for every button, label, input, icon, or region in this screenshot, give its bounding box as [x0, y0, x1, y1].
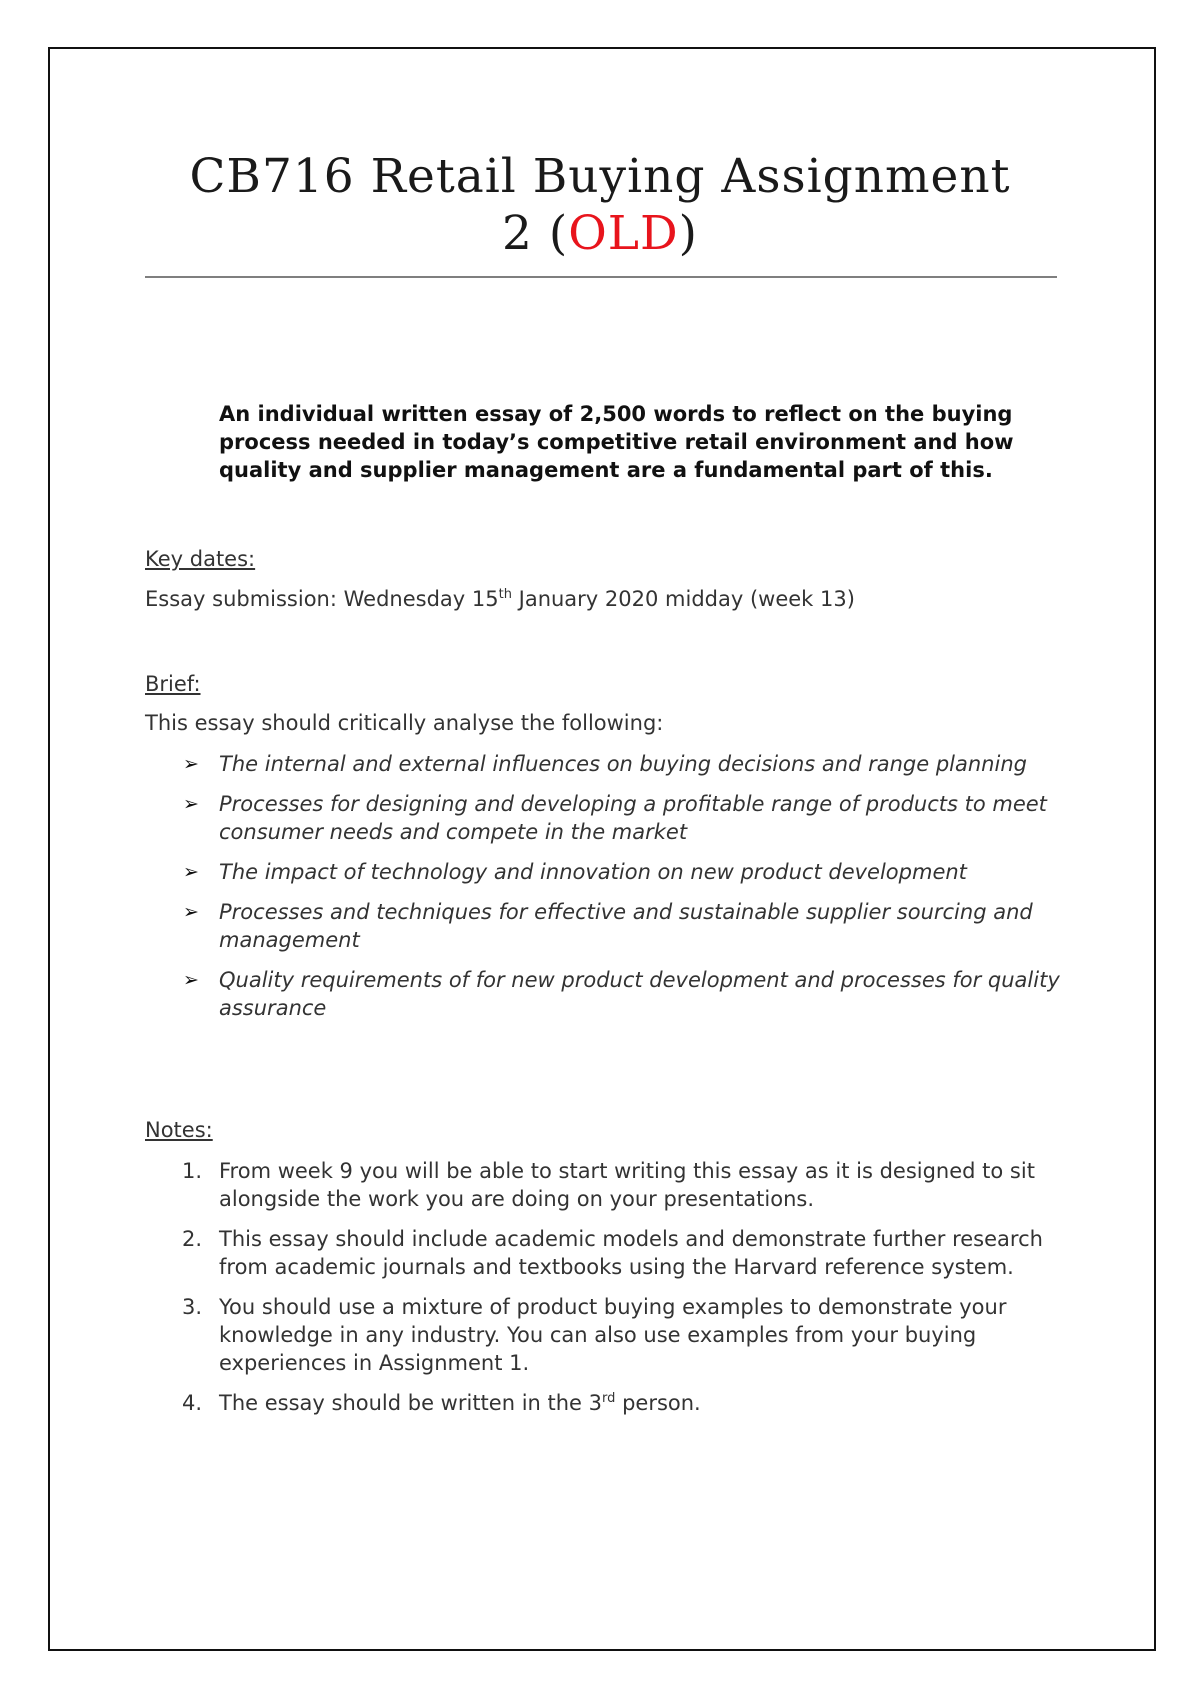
note-text: This essay should include academic models and demonstrate further research from academic journals and textbooks using the Harvard reference system.: [219, 1227, 1043, 1279]
bullet-item: [180, 790, 1060, 846]
note-item: [180, 1157, 1060, 1213]
note-number: 4.: [182, 1391, 203, 1415]
note-text: You should use a mixture of product buying examples to demonstrate your knowledge in any industry. You can also use examples from your buying experiences in Assignment 1.: [219, 1295, 1007, 1375]
title-line-2-suffix: ): [678, 206, 698, 261]
note-number: 3.: [182, 1295, 203, 1319]
note-text-suffix: person.: [615, 1391, 701, 1415]
bullet-text: Quality requirements of for new product development and processes for quality assurance: [219, 968, 1060, 1020]
bullet-text: Processes for designing and developing a profitable range of products to meet consumer needs and compete in the market: [219, 792, 1047, 844]
bullet-item: [180, 898, 1060, 954]
bullet-item: [180, 750, 1060, 778]
note-number: 2.: [182, 1227, 203, 1251]
brief-lead-text: This essay should critically analyse the following:: [145, 711, 664, 735]
note-text: From week 9 you will be able to start writing this essay as it is designed to sit alongside the work you are doing on your presentations.: [219, 1159, 1035, 1211]
bullet-text: The internal and external influences on buying decisions and range planning: [219, 752, 1027, 776]
submission-prefix: Essay submission: Wednesday 15: [145, 587, 499, 611]
bullet-item: [180, 858, 1060, 886]
brief-bullet-list: [180, 750, 1060, 1034]
note-item: [180, 1225, 1060, 1281]
arrowhead-bullet-icon: ➢: [183, 793, 199, 815]
arrowhead-bullet-icon: ➢: [183, 901, 199, 923]
title-old-label: OLD: [568, 206, 679, 261]
bullet-text: The impact of technology and innovation on new product development: [219, 860, 967, 884]
note-number: 1.: [182, 1159, 203, 1183]
note-item: [180, 1293, 1060, 1377]
bullet-text: Processes and techniques for effective and sustainable supplier sourcing and management: [219, 900, 1033, 952]
note-text-prefix: The essay should be written in the 3: [219, 1391, 603, 1415]
note-superscript: rd: [602, 1391, 616, 1406]
title-line-1: CB716 Retail Buying Assignment: [189, 149, 1011, 204]
arrowhead-bullet-icon: ➢: [183, 753, 199, 775]
key-dates-heading: Key dates:: [145, 547, 256, 571]
arrowhead-bullet-icon: ➢: [183, 861, 199, 883]
intro-paragraph: An individual written essay of 2,500 words to reflect on the buying process needed in today’s competitive retail environment and how quality and supplier management are a fundamental part of this.: [219, 402, 1014, 482]
note-item: [180, 1389, 1060, 1417]
document-title: [140, 148, 1060, 262]
brief-heading: Brief:: [145, 672, 201, 696]
title-divider: [145, 276, 1057, 278]
bullet-item: [180, 966, 1060, 1022]
notes-heading: Notes:: [145, 1118, 213, 1142]
submission-superscript: th: [498, 587, 512, 602]
submission-suffix: January 2020 midday (week 13): [511, 587, 855, 611]
essay-submission-text: [145, 586, 855, 612]
notes-list: [180, 1157, 1060, 1429]
arrowhead-bullet-icon: ➢: [183, 969, 199, 991]
title-line-2-prefix: 2 (: [502, 206, 569, 261]
